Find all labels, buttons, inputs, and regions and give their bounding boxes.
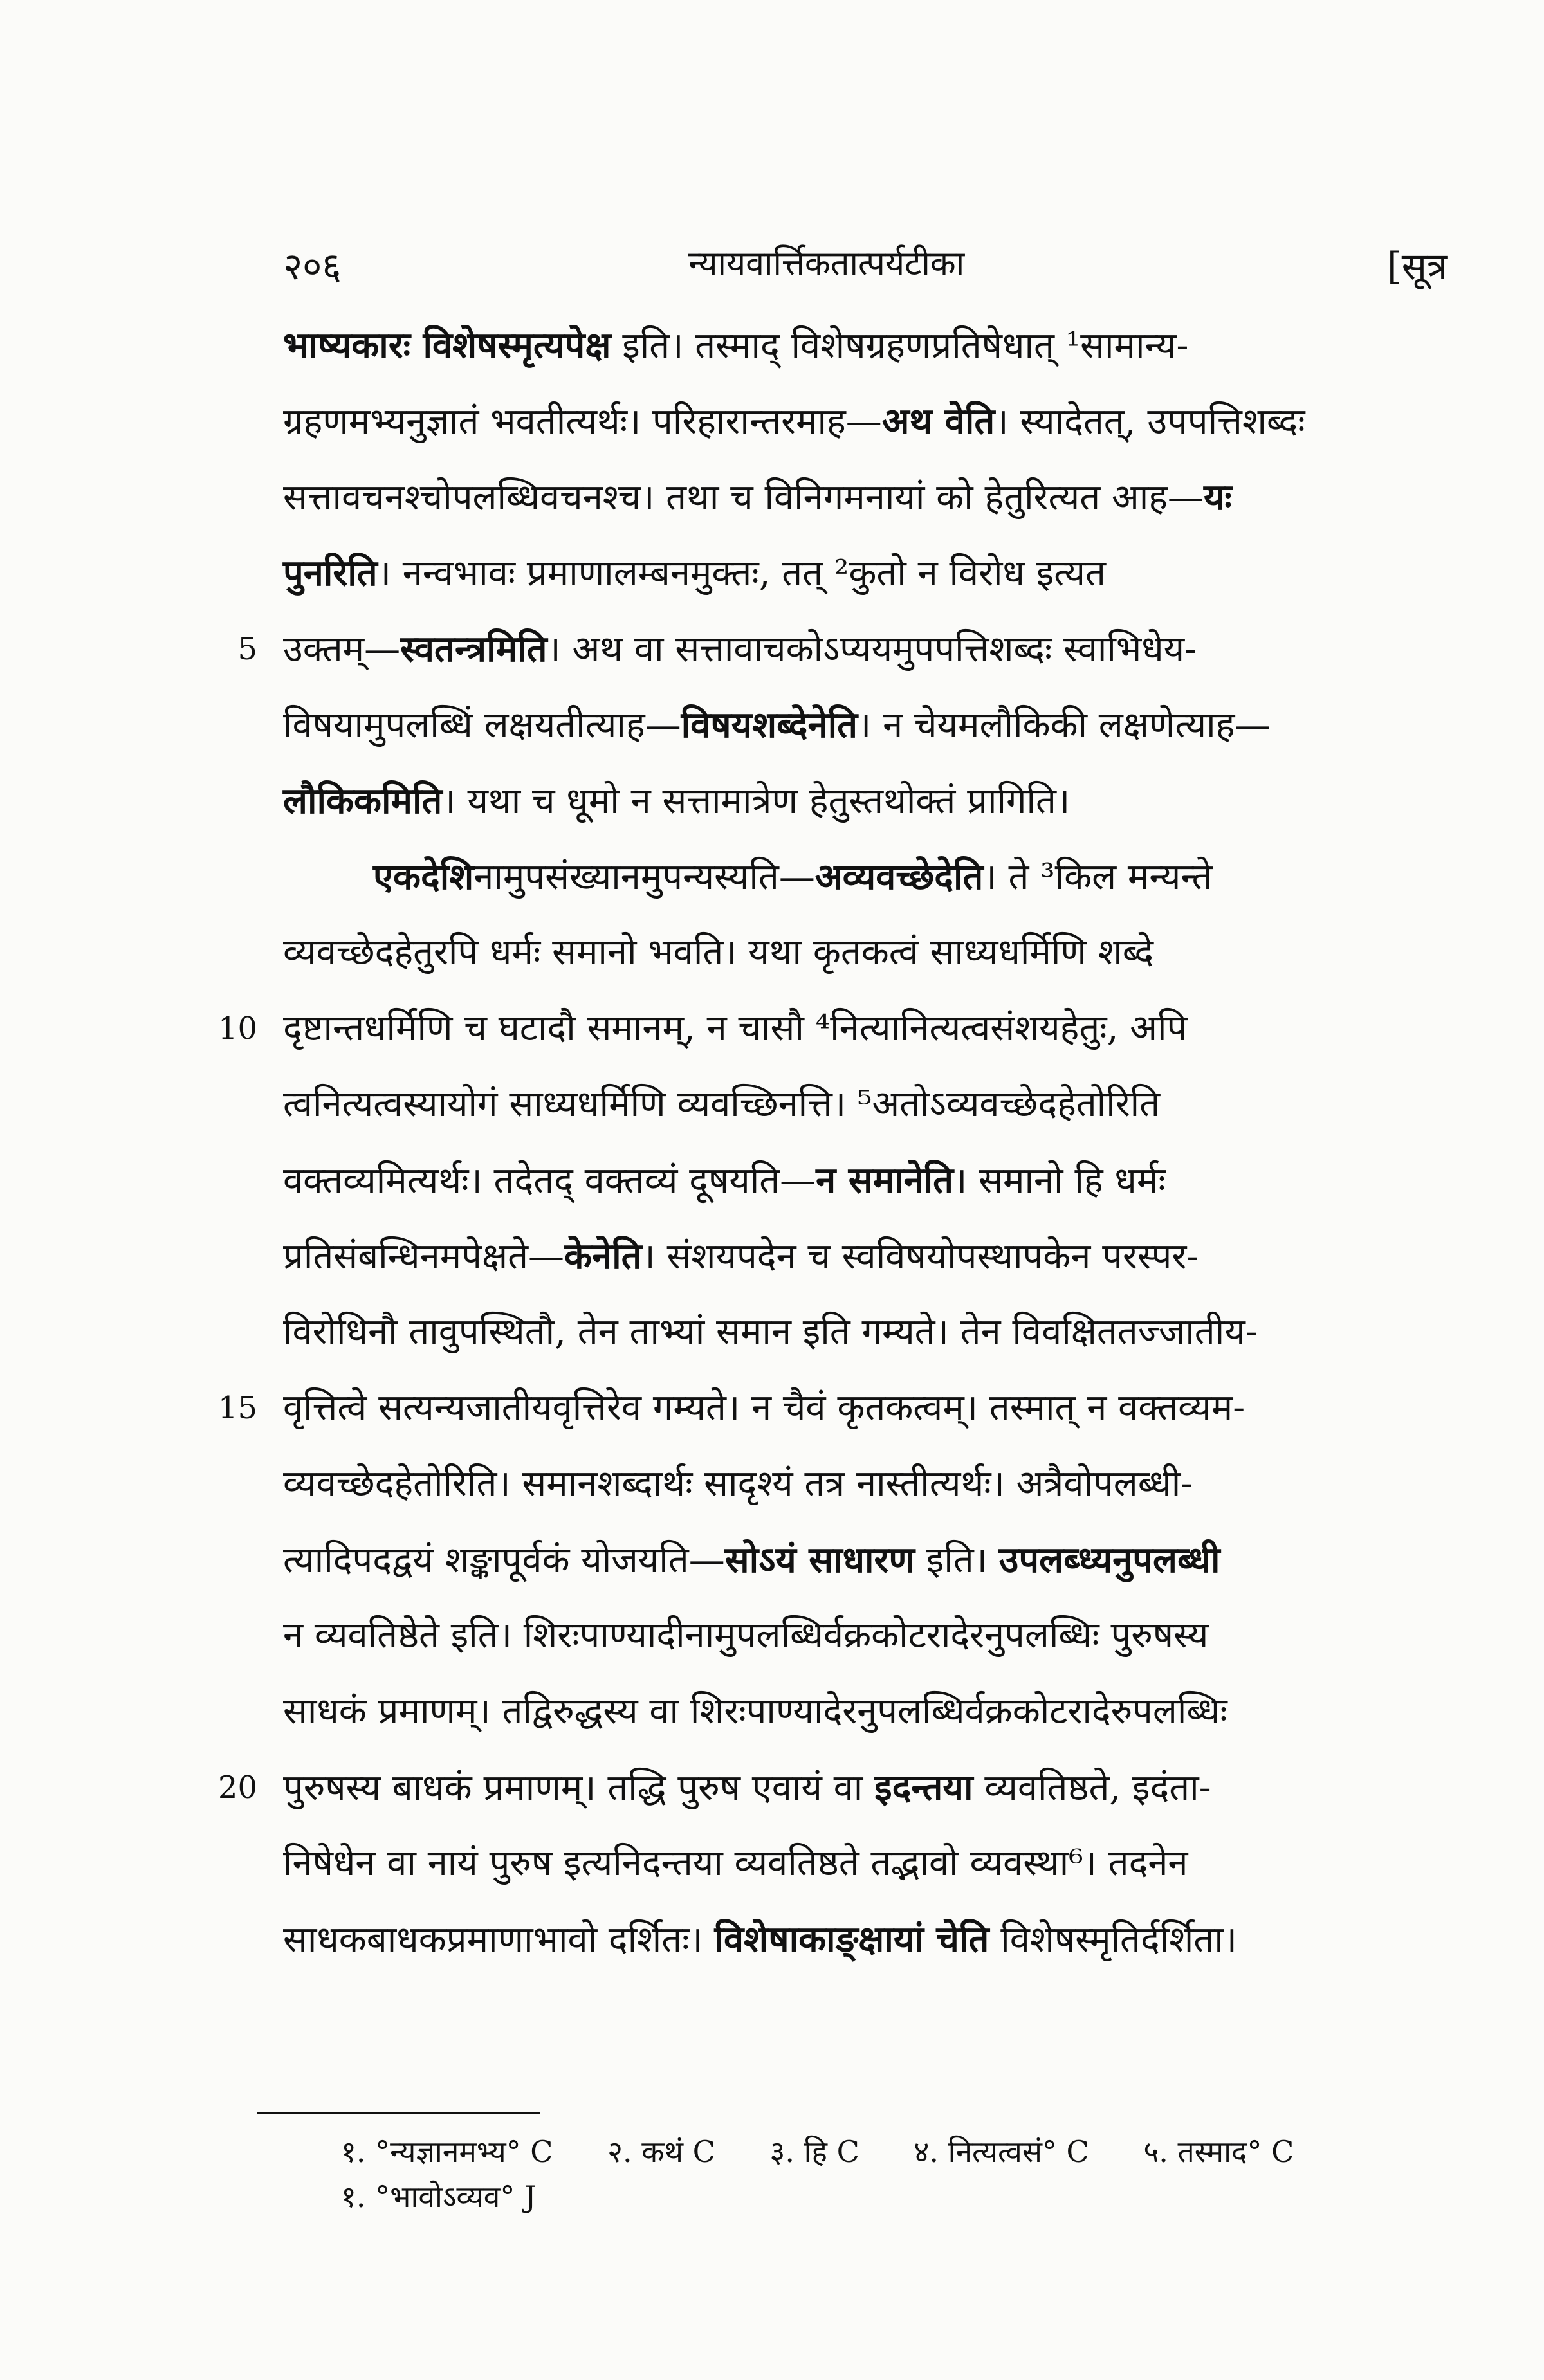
text-segment: प्रतिसंबन्धिनमपेक्षते—: [283, 1236, 565, 1277]
footnotes: [341, 2129, 1467, 2219]
text-segment: वृत्तित्वे सत्यन्यजातीयवृत्तिरेव गम्यते। न चैवं कृतकत्वम्। तस्मात् न वक्तव्यम-: [283, 1387, 1245, 1429]
bold-term: विशेषाकाङ्क्षायां चेति: [714, 1918, 989, 1961]
text-segment: साधकं प्रमाणम्। तद्विरुद्धस्य वा शिरःपाण्यादेरनुपलब्धिर्वक्रकोटरादेरुपलब्धिः: [283, 1690, 1227, 1732]
bold-term: सोऽयं साधारण: [724, 1539, 915, 1581]
text-segment: । समानो हि धर्मः: [953, 1160, 1166, 1202]
text-segment: विशेषस्मृतिर्दर्शिता।: [989, 1919, 1237, 1961]
main-text: [217, 307, 1460, 1977]
bold-term: पुनरिति: [283, 552, 378, 594]
text-segment: व्यवच्छेदहेतोरिति। समानशब्दार्थः सादृश्यं तत्र नास्तीत्यर्थः। अत्रैवोपलब्धी-: [283, 1463, 1193, 1505]
bold-term: एकदेशि: [373, 856, 474, 898]
text-segment: उक्तम्—: [283, 628, 401, 670]
text-segment: नामुपसंख्यानमुपन्यस्यति—: [473, 856, 815, 898]
text-segment: त्वनित्यत्वस्यायोगं साध्यधर्मिणि व्यवच्छिनत्ति। ⁵अतोऽव्यवच्छेदहेतोरिति: [283, 1083, 1161, 1125]
text-segment: न व्यवतिष्ठेते इति। शिरःपाण्यादीनामुपलब्धिर्वक्रकोटरादेरनुपलब्धिः पुरुषस्य: [283, 1615, 1209, 1656]
bold-term: विषयशब्देनेति: [681, 704, 858, 746]
bold-term: अव्यवच्छेदेति: [814, 856, 984, 898]
text-segment: साधकबाधकप्रमाणाभावो दर्शितः।: [283, 1919, 715, 1961]
page-number: २०६: [283, 244, 342, 288]
text-segment: इति। तस्माद् विशेषग्रहणप्रतिषेधात् ¹सामान्य-: [611, 325, 1189, 367]
footnote-item: ३. हि C: [769, 2134, 859, 2169]
footnote-item: २. कथं C: [607, 2134, 715, 2169]
text-line: [283, 1218, 1460, 1294]
text-line: [283, 1901, 1460, 1977]
text-line: [283, 1522, 1460, 1598]
text-line: [283, 1142, 1460, 1218]
footnote-rule: [257, 2112, 540, 2114]
text-line: [283, 459, 1460, 535]
footnote-line: [341, 2174, 1467, 2219]
footnote-item: १. °न्यज्ञानमभ्य° C: [341, 2134, 553, 2169]
text-line: [283, 535, 1460, 611]
bold-term: लौकिकमिति: [283, 780, 443, 822]
text-line: [283, 1446, 1460, 1522]
text-line: [283, 687, 1460, 763]
running-title: न्यायवार्त्तिकतात्पर्यटीका: [688, 244, 965, 283]
text-segment: । स्यादेतत्, उपपत्तिशब्दः: [995, 401, 1305, 443]
footnote-item: ५. तस्माद° C: [1143, 2134, 1294, 2169]
text-line: [217, 1370, 1460, 1446]
bold-term: स्वतन्त्रमिति: [400, 628, 547, 670]
text-segment: इति।: [914, 1539, 999, 1581]
text-segment: । न चेयमलौकिकी लक्षणेत्याह—: [858, 704, 1271, 746]
section-marker: [सूत्र: [1387, 244, 1448, 288]
text-segment: दृष्टान्तधर्मिणि च घटादौ समानम्, न चासौ ⁴नित्यानित्यत्वसंशयहेतुः, अपि: [283, 1007, 1188, 1049]
bold-term: उपलब्ध्यनुपलब्धी: [998, 1539, 1220, 1581]
text-segment: सत्तावचनश्चोपलब्धिवचनश्च। तथा च विनिगमनायां को हेतुरित्यत आह—: [283, 477, 1204, 518]
text-line: [283, 1598, 1460, 1674]
line-number: 20: [217, 1770, 257, 1806]
text-segment: व्यवतिष्ठते, इदंता-: [973, 1767, 1211, 1809]
text-segment: । ते ³किल मन्यन्ते: [983, 856, 1213, 898]
footnote-item: ४. नित्यत्वसं° C: [914, 2134, 1089, 2169]
text-segment: । नन्वभावः प्रमाणालम्बनमुक्तः, तत् ²कुतो न विरोध इत्यत: [377, 553, 1106, 594]
text-segment: विरोधिनौ तावुपस्थितौ, तेन ताभ्यां समान इति गम्यते। तेन विवक्षिततज्जातीय-: [283, 1311, 1258, 1353]
text-segment: ग्रहणमभ्यनुज्ञातं भवतीत्यर्थः। परिहारान्तरमाह—: [283, 401, 882, 443]
text-line: [283, 307, 1460, 383]
text-line: [283, 1826, 1460, 1901]
text-segment: । यथा च धूमो न सत्तामात्रेण हेतुस्तथोक्तं प्रागिति।: [442, 780, 1071, 822]
bold-term: न समानेति: [816, 1159, 954, 1202]
text-segment: त्यादिपदद्वयं शङ्कापूर्वकं योजयति—: [283, 1539, 725, 1581]
page-header: [0, 239, 1544, 291]
text-line: [283, 763, 1460, 839]
bold-term: यः: [1203, 476, 1232, 518]
text-line: [283, 839, 1460, 915]
line-number: 10: [217, 1011, 257, 1047]
text-line: [283, 1674, 1460, 1750]
bold-term: अथ वेति: [881, 400, 995, 443]
text-segment: । संशयपदेन च स्वविषयोपस्थापकेन परस्पर-: [641, 1236, 1199, 1277]
bold-term: भाष्यकारः विशेषस्मृत्यपेक्ष: [283, 324, 611, 367]
text-line: [217, 1750, 1460, 1826]
text-line: [283, 383, 1460, 459]
bold-term: केनेति: [564, 1235, 642, 1277]
text-segment: वक्तव्यमित्यर्थः। तदेतद् वक्तव्यं दूषयति—: [283, 1160, 816, 1202]
text-line: [283, 1294, 1460, 1370]
footnote-item: १. °भावोऽव्यव° J: [341, 2179, 537, 2214]
text-line: [237, 611, 1460, 687]
text-segment: निषेधेन वा नायं पुरुष इत्यनिदन्तया व्यवतिष्ठते तद्भावो व्यवस्था⁶। तदनेन: [283, 1842, 1188, 1884]
line-number: 15: [217, 1390, 257, 1426]
line-number: 5: [237, 631, 257, 667]
text-segment: व्यवच्छेदहेतुरपि धर्मः समानो भवति। यथा कृतकत्वं साध्यधर्मिणि शब्दे: [283, 931, 1154, 973]
text-line: [283, 1066, 1460, 1142]
text-line: [217, 991, 1460, 1066]
text-line: [283, 915, 1460, 991]
text-segment: । अथ वा सत्तावाचकोऽप्ययमुपपत्तिशब्दः स्वाभिधेय-: [547, 628, 1197, 670]
text-segment: पुरुषस्य बाधकं प्रमाणम्। तद्धि पुरुष एवायं वा: [283, 1767, 875, 1809]
footnote-line: [341, 2129, 1467, 2174]
text-segment: विषयामुपलब्धिं लक्षयतीत्याह—: [283, 704, 681, 746]
bold-term: इदन्तया: [874, 1766, 973, 1809]
